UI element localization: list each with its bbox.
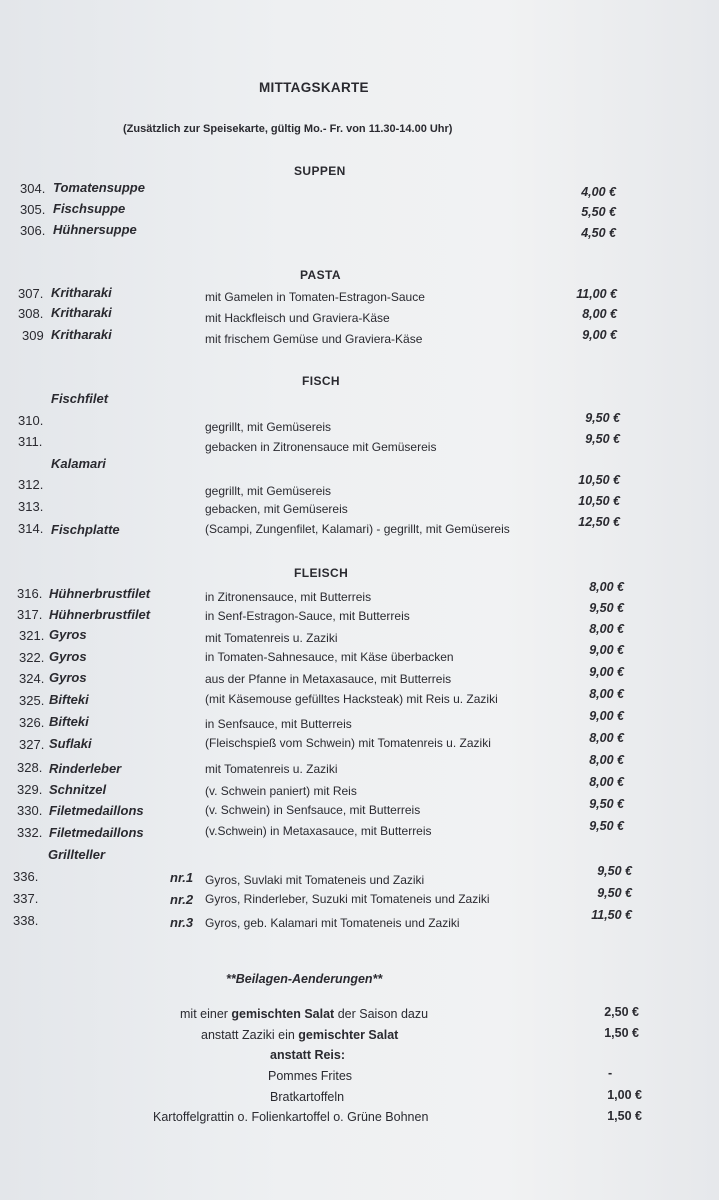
side-pommes-price: - — [608, 1066, 613, 1080]
item-number: 326. — [19, 715, 45, 730]
item-price: 5,50 € — [581, 205, 616, 219]
item-price: 8,00 € — [589, 687, 624, 701]
item-description: mit frischem Gemüse und Graviera-Käse — [205, 332, 423, 346]
item-price: 9,00 € — [589, 709, 624, 723]
item-number: 332. — [17, 825, 43, 840]
item-name: Bifteki — [49, 714, 89, 729]
group-label-grillteller: Grillteller — [48, 847, 106, 862]
item-number: 305. — [20, 202, 46, 217]
item-price: 8,00 € — [589, 775, 624, 789]
item-name: Gyros — [49, 627, 87, 642]
item-description: gegrillt, mit Gemüsereis — [205, 484, 332, 498]
item-name: Schnitzel — [49, 782, 107, 797]
item-description: mit Gamelen in Tomaten-Estragon-Sauce — [205, 290, 425, 304]
item-name: Filetmedaillons — [49, 803, 144, 818]
item-price: 9,50 € — [589, 797, 624, 811]
side-salad-swap-prefix: anstatt Zaziki ein — [201, 1028, 299, 1042]
item-variant: nr.3 — [170, 915, 194, 930]
item-price: 8,00 € — [589, 580, 624, 594]
item-description: in Senfsauce, mit Butterreis — [205, 717, 352, 731]
item-description: (Scampi, Zungenfilet, Kalamari) - gegrillt, mit Gemüsereis — [205, 522, 510, 536]
item-price: 9,50 € — [589, 819, 624, 833]
item-name: Fischplatte — [51, 522, 120, 537]
item-description: Gyros, geb. Kalamari mit Tomateneis und Zaziki — [205, 916, 460, 930]
item-number: 312. — [18, 477, 44, 492]
item-name: Kritharaki — [51, 327, 112, 342]
item-price: 9,50 € — [597, 886, 632, 900]
item-price: 10,50 € — [578, 494, 620, 508]
side-gratin-price: 1,50 € — [607, 1109, 642, 1123]
item-number: 316. — [17, 586, 43, 601]
item-price: 8,00 € — [589, 731, 624, 745]
item-description: in Zitronensauce, mit Butterreis — [205, 590, 372, 604]
side-gratin: Kartoffelgrattin o. Folienkartoffel o. Grüne Bohnen — [153, 1110, 429, 1124]
side-salad-bold: gemischten Salat — [231, 1007, 335, 1021]
side-bratkartoffeln-price: 1,00 € — [607, 1088, 642, 1102]
side-salad-swap-option — [201, 1028, 398, 1042]
item-name: Filetmedaillons — [49, 825, 144, 840]
item-number: 328. — [17, 760, 43, 775]
item-price: 9,50 € — [589, 601, 624, 615]
item-number: 313. — [18, 499, 44, 514]
item-description: gebacken, mit Gemüsereis — [205, 502, 348, 516]
item-name: Bifteki — [49, 692, 89, 707]
side-salad-swap-bold: gemischter Salat — [298, 1028, 399, 1042]
item-variant: nr.1 — [170, 870, 194, 885]
side-bratkartoffeln: Bratkartoffeln — [270, 1090, 345, 1104]
item-name: Kritharaki — [51, 305, 112, 320]
item-name: Gyros — [49, 649, 87, 664]
group-label-kalamari: Kalamari — [51, 456, 106, 471]
item-number: 309 — [22, 328, 44, 343]
item-number: 306. — [20, 223, 46, 238]
item-description: mit Hackfleisch und Graviera-Käse — [205, 311, 390, 325]
section-heading-pasta: PASTA — [300, 268, 341, 282]
section-heading-fisch: FISCH — [302, 374, 340, 388]
item-description: mit Tomatenreis u. Zaziki — [205, 762, 338, 776]
item-number: 338. — [13, 913, 39, 928]
beilagen-heading: **Beilagen-Aenderungen** — [226, 972, 383, 986]
item-price: 8,00 € — [582, 307, 617, 321]
side-pommes: Pommes Frites — [268, 1069, 353, 1083]
item-name: Kritharaki — [51, 285, 112, 300]
item-price: 12,50 € — [578, 515, 620, 529]
item-name: Suflaki — [49, 736, 92, 751]
group-label-fischfilet: Fischfilet — [51, 391, 109, 406]
item-number: 336. — [13, 869, 39, 884]
side-salad-price: 2,50 € — [604, 1005, 639, 1019]
rice-swap-heading: anstatt Reis: — [270, 1048, 346, 1062]
item-price: 11,50 € — [591, 908, 632, 922]
item-description: (mit Käsemouse gefülltes Hacksteak) mit Reis u. Zaziki — [205, 692, 498, 706]
item-description: Gyros, Suvlaki mit Tomateneis und Zaziki — [205, 873, 425, 887]
item-number: 307. — [18, 286, 44, 301]
item-description: (Fleischspieß vom Schwein) mit Tomatenreis u. Zaziki — [205, 736, 491, 750]
item-description: mit Tomatenreis u. Zaziki — [205, 631, 338, 645]
item-price: 9,00 € — [589, 643, 624, 657]
item-name: Fischsuppe — [53, 201, 126, 216]
item-number: 322. — [19, 650, 45, 665]
item-price: 11,00 € — [576, 287, 617, 301]
item-number: 311. — [18, 434, 43, 449]
item-number: 327. — [19, 737, 45, 752]
item-number: 337. — [13, 891, 39, 906]
item-description: in Senf-Estragon-Sauce, mit Butterreis — [205, 609, 410, 623]
item-price: 9,00 € — [589, 665, 624, 679]
item-description: gebacken in Zitronensauce mit Gemüsereis — [205, 440, 437, 454]
item-name: Hühnerbrustfilet — [49, 607, 151, 622]
page-title: MITTAGSKARTE — [259, 80, 369, 95]
item-price: 9,50 € — [597, 864, 632, 878]
item-description: Gyros, Rinderleber, Suzuki mit Tomateneis und Zaziki — [205, 892, 490, 906]
item-description: (v. Schwein) in Senfsauce, mit Butterreis — [205, 803, 421, 817]
item-price: 4,50 € — [581, 226, 616, 240]
item-number: 308. — [18, 306, 44, 321]
item-number: 304. — [20, 181, 46, 196]
item-variant: nr.2 — [170, 892, 194, 907]
item-name: Hühnersuppe — [53, 222, 137, 237]
item-price: 8,00 € — [589, 622, 624, 636]
item-description: in Tomaten-Sahnesauce, mit Käse überbacken — [205, 650, 454, 664]
item-description: aus der Pfanne in Metaxasauce, mit Butterreis — [205, 672, 452, 686]
item-number: 330. — [17, 803, 43, 818]
item-price: 9,50 € — [585, 411, 620, 425]
item-name: Rinderleber — [49, 761, 122, 776]
side-salad-option — [180, 1007, 428, 1021]
item-number: 314. — [18, 521, 44, 536]
section-heading-fleisch: FLEISCH — [294, 566, 349, 580]
item-price: 8,00 € — [589, 753, 624, 767]
item-price: 4,00 € — [581, 185, 616, 199]
item-price: 9,00 € — [582, 328, 617, 342]
item-description: (v.Schwein) in Metaxasauce, mit Butterreis — [205, 824, 432, 838]
page-subtitle: (Zusätzlich zur Speisekarte, gültig Mo.- Fr. von 11.30-14.00 Uhr) — [123, 123, 453, 135]
side-salad-suffix: der Saison dazu — [334, 1007, 429, 1021]
item-description: gegrillt, mit Gemüsereis — [205, 420, 332, 434]
item-name: Hühnerbrustfilet — [49, 586, 151, 601]
item-name: Gyros — [49, 670, 87, 685]
item-number: 329. — [17, 782, 43, 797]
item-number: 324. — [19, 671, 45, 686]
item-name: Tomatensuppe — [53, 180, 145, 195]
side-salad-prefix: mit einer — [180, 1007, 232, 1021]
item-number: 310. — [18, 413, 44, 428]
item-price: 10,50 € — [578, 473, 620, 487]
item-number: 317. — [17, 607, 43, 622]
item-description: (v. Schwein paniert) mit Reis — [205, 784, 357, 798]
item-price: 9,50 € — [585, 432, 620, 446]
section-heading-suppen: SUPPEN — [294, 164, 346, 178]
item-number: 325. — [19, 693, 45, 708]
item-number: 321. — [19, 628, 45, 643]
side-salad-swap-price: 1,50 € — [604, 1026, 639, 1040]
